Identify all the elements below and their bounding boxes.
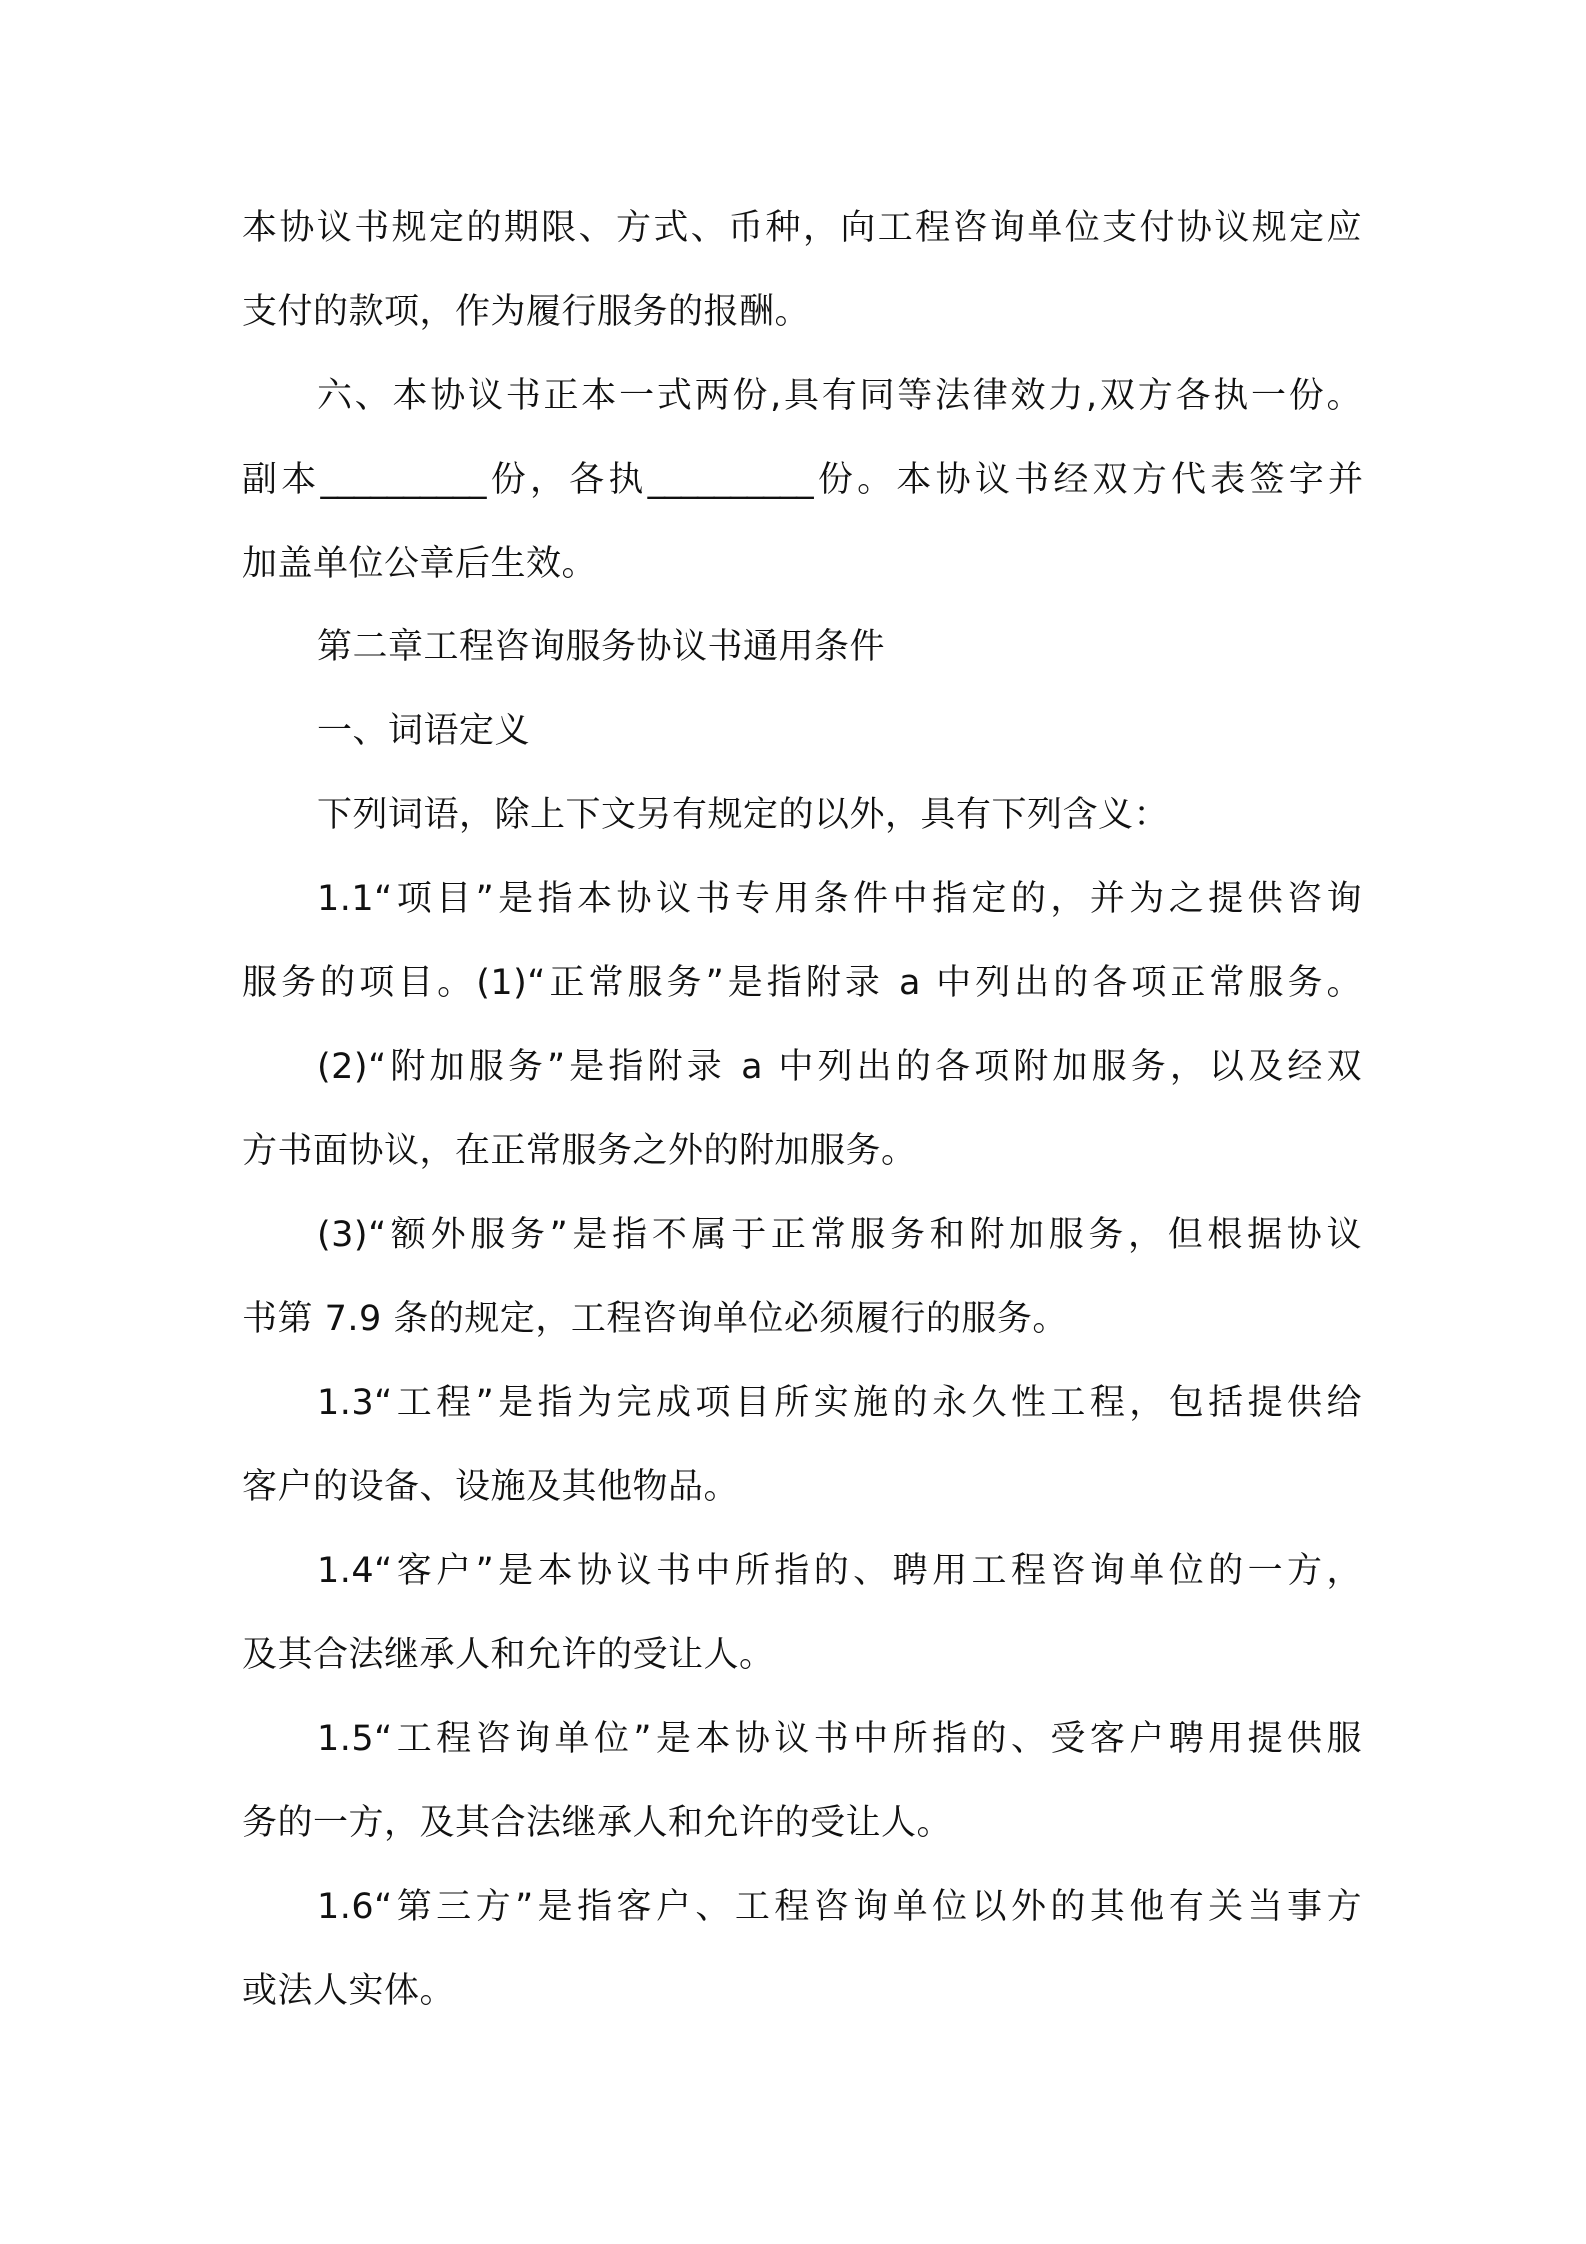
definition-1-3-line-2: 客户的设备、设施及其他物品。	[242, 1467, 740, 1507]
clause-six-line-1: 六、本协议书正本一式两份,具有同等法律效力,双方各执一份。	[317, 376, 1362, 416]
chapter-heading: 第二章工程咨询服务协议书通用条件	[317, 627, 886, 667]
definitions-intro: 下列词语，除上下文另有规定的以外，具有下列含义：	[317, 795, 1170, 835]
paragraph-line-2: 支付的款项，作为履行服务的报酬。	[242, 292, 811, 332]
definition-3-line-2: 书第 7.9 条的规定，工程咨询单位必须履行的服务。	[242, 1299, 1068, 1339]
section-heading: 一、词语定义	[317, 711, 531, 751]
definition-1-5-line-1: 1.5“工程咨询单位”是本协议书中所指的、受客户聘用提供服	[317, 1719, 1362, 1759]
clause-six-line-2: 副本__________份，各执__________份。本协议书经双方代表签字并	[242, 460, 1362, 500]
definition-1-6-line-2: 或法人实体。	[242, 1971, 456, 2011]
definition-1-4-line-2: 及其合法继承人和允许的受让人。	[242, 1635, 775, 1675]
definition-1-1-line-1: 1.1“项目”是指本协议书专用条件中指定的，并为之提供咨询	[317, 879, 1362, 919]
paragraph-line-1: 本协议书规定的期限、方式、币种，向工程咨询单位支付协议规定应	[242, 208, 1362, 248]
definition-2-line-2: 方书面协议，在正常服务之外的附加服务。	[242, 1131, 917, 1171]
clause-six-line-3: 加盖单位公章后生效。	[242, 544, 598, 584]
definition-1-5-line-2: 务的一方，及其合法继承人和允许的受让人。	[242, 1803, 953, 1843]
definition-1-1-line-2: 服务的项目。(1)“正常服务”是指附录 a 中列出的各项正常服务。	[242, 963, 1362, 1003]
definition-3-line-1: (3)“额外服务”是指不属于正常服务和附加服务，但根据协议	[317, 1215, 1362, 1255]
definition-2-line-1: (2)“附加服务”是指附录 a 中列出的各项附加服务，以及经双	[317, 1047, 1362, 1087]
definition-1-3-line-1: 1.3“工程”是指为完成项目所实施的永久性工程，包括提供给	[317, 1383, 1362, 1423]
definition-1-4-line-1: 1.4“客户”是本协议书中所指的、聘用工程咨询单位的一方，	[317, 1551, 1362, 1591]
definition-1-6-line-1: 1.6“第三方”是指客户、工程咨询单位以外的其他有关当事方	[317, 1887, 1362, 1927]
